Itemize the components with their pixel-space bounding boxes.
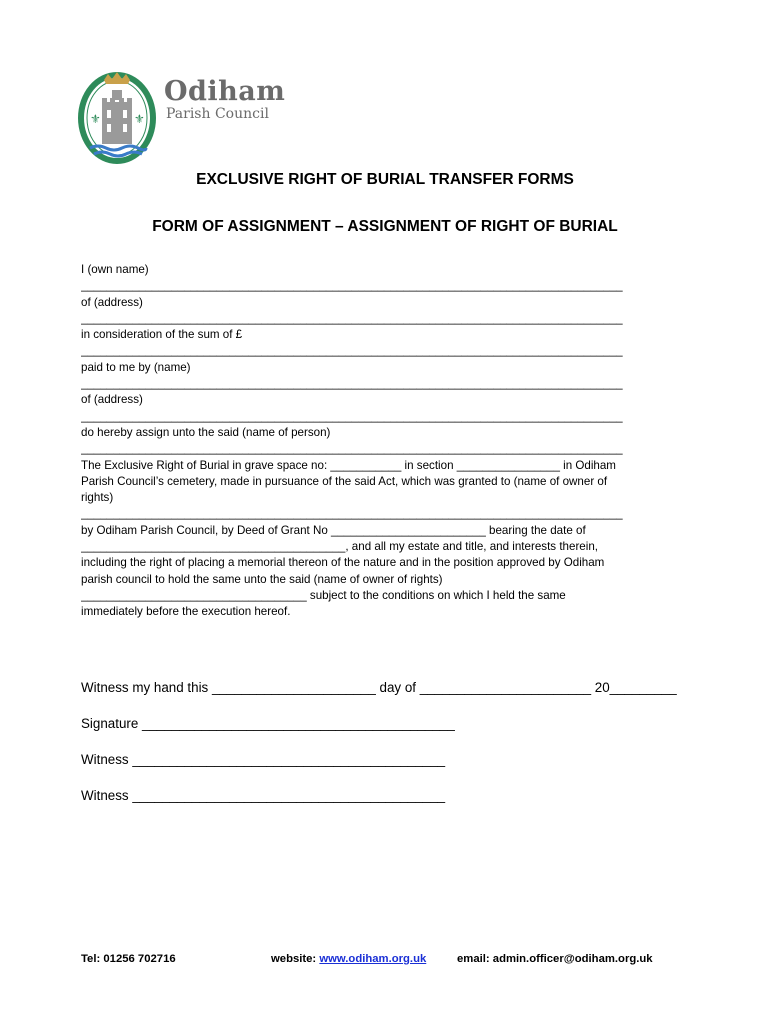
form-line: I (own name) — [81, 263, 149, 276]
form-subtitle: FORM OF ASSIGNMENT – ASSIGNMENT OF RIGHT OF BURIAL — [152, 218, 618, 235]
footer-email: email: admin.officer@odiham.org.uk — [457, 953, 653, 965]
witness-line-1: Witness __________________________________________ — [81, 752, 446, 767]
signature-line: Signature __________________________________________ — [81, 716, 455, 731]
form-line: The Exclusive Right of Burial in grave space no: ___________ in section ________________ in Odiham — [81, 458, 616, 472]
form-line: by Odiham Parish Council, by Deed of Grant No ________________________ bearing the date of — [81, 523, 586, 537]
logo-subtitle: Parish Council — [166, 106, 269, 122]
form-line: do hereby assign unto the said (name of person) — [81, 425, 331, 439]
form-line: ____________________________________________________________________________________ — [81, 507, 623, 521]
form-line: ____________________________________________________________________________________ — [81, 344, 623, 358]
logo-name: Odiham — [164, 76, 286, 107]
form-line: ____________________________________________________________________________________ — [81, 311, 623, 325]
form-line: of (address) — [81, 393, 143, 407]
document-title: EXCLUSIVE RIGHT OF BURIAL TRANSFER FORMS — [196, 171, 574, 188]
form-line: in consideration of the sum of £ — [81, 328, 243, 342]
footer-tel: Tel: 01256 702716 — [81, 953, 176, 965]
form-line: parish council to hold the same unto the said (name of owner of rights) — [81, 572, 443, 586]
website-link[interactable]: www.odiham.org.uk — [319, 953, 427, 965]
form-line: ____________________________________________________________________________________ — [81, 377, 623, 391]
footer-website — [271, 953, 426, 965]
svg-text:⚜: ⚜ — [90, 112, 101, 126]
form-line: ____________________________________________________________________________________ — [81, 442, 623, 456]
svg-text:⚜: ⚜ — [134, 112, 145, 126]
form-line: Parish Council’s cemetery, made in pursuance of the said Act, which was granted to (name of owner of — [81, 474, 608, 488]
form-line: of (address) — [81, 295, 143, 309]
odiham-crest-icon — [76, 68, 160, 168]
assignment-form-body — [81, 262, 686, 621]
footer-website-label: website: — [271, 953, 320, 965]
witness-line-2: Witness __________________________________________ — [81, 788, 446, 803]
form-line: paid to me by (name) — [81, 360, 191, 374]
form-line: ____________________________________________________________________________________ — [81, 409, 623, 423]
form-line: immediately before the execution hereof. — [81, 605, 291, 619]
form-line: _________________________________________, and all my estate and title, and interests therein, — [81, 540, 598, 554]
form-line: rights) — [81, 491, 114, 505]
council-logo — [76, 68, 286, 168]
form-line: ___________________________________ subject to the conditions on which I held the same — [81, 588, 566, 602]
form-line: ____________________________________________________________________________________ — [81, 279, 623, 293]
form-line: including the right of placing a memorial thereon of the nature and in the position approved by Odiham — [81, 556, 605, 570]
witness-hand-line: Witness my hand this ______________________ day of _______________________ 20_________ — [81, 680, 677, 695]
